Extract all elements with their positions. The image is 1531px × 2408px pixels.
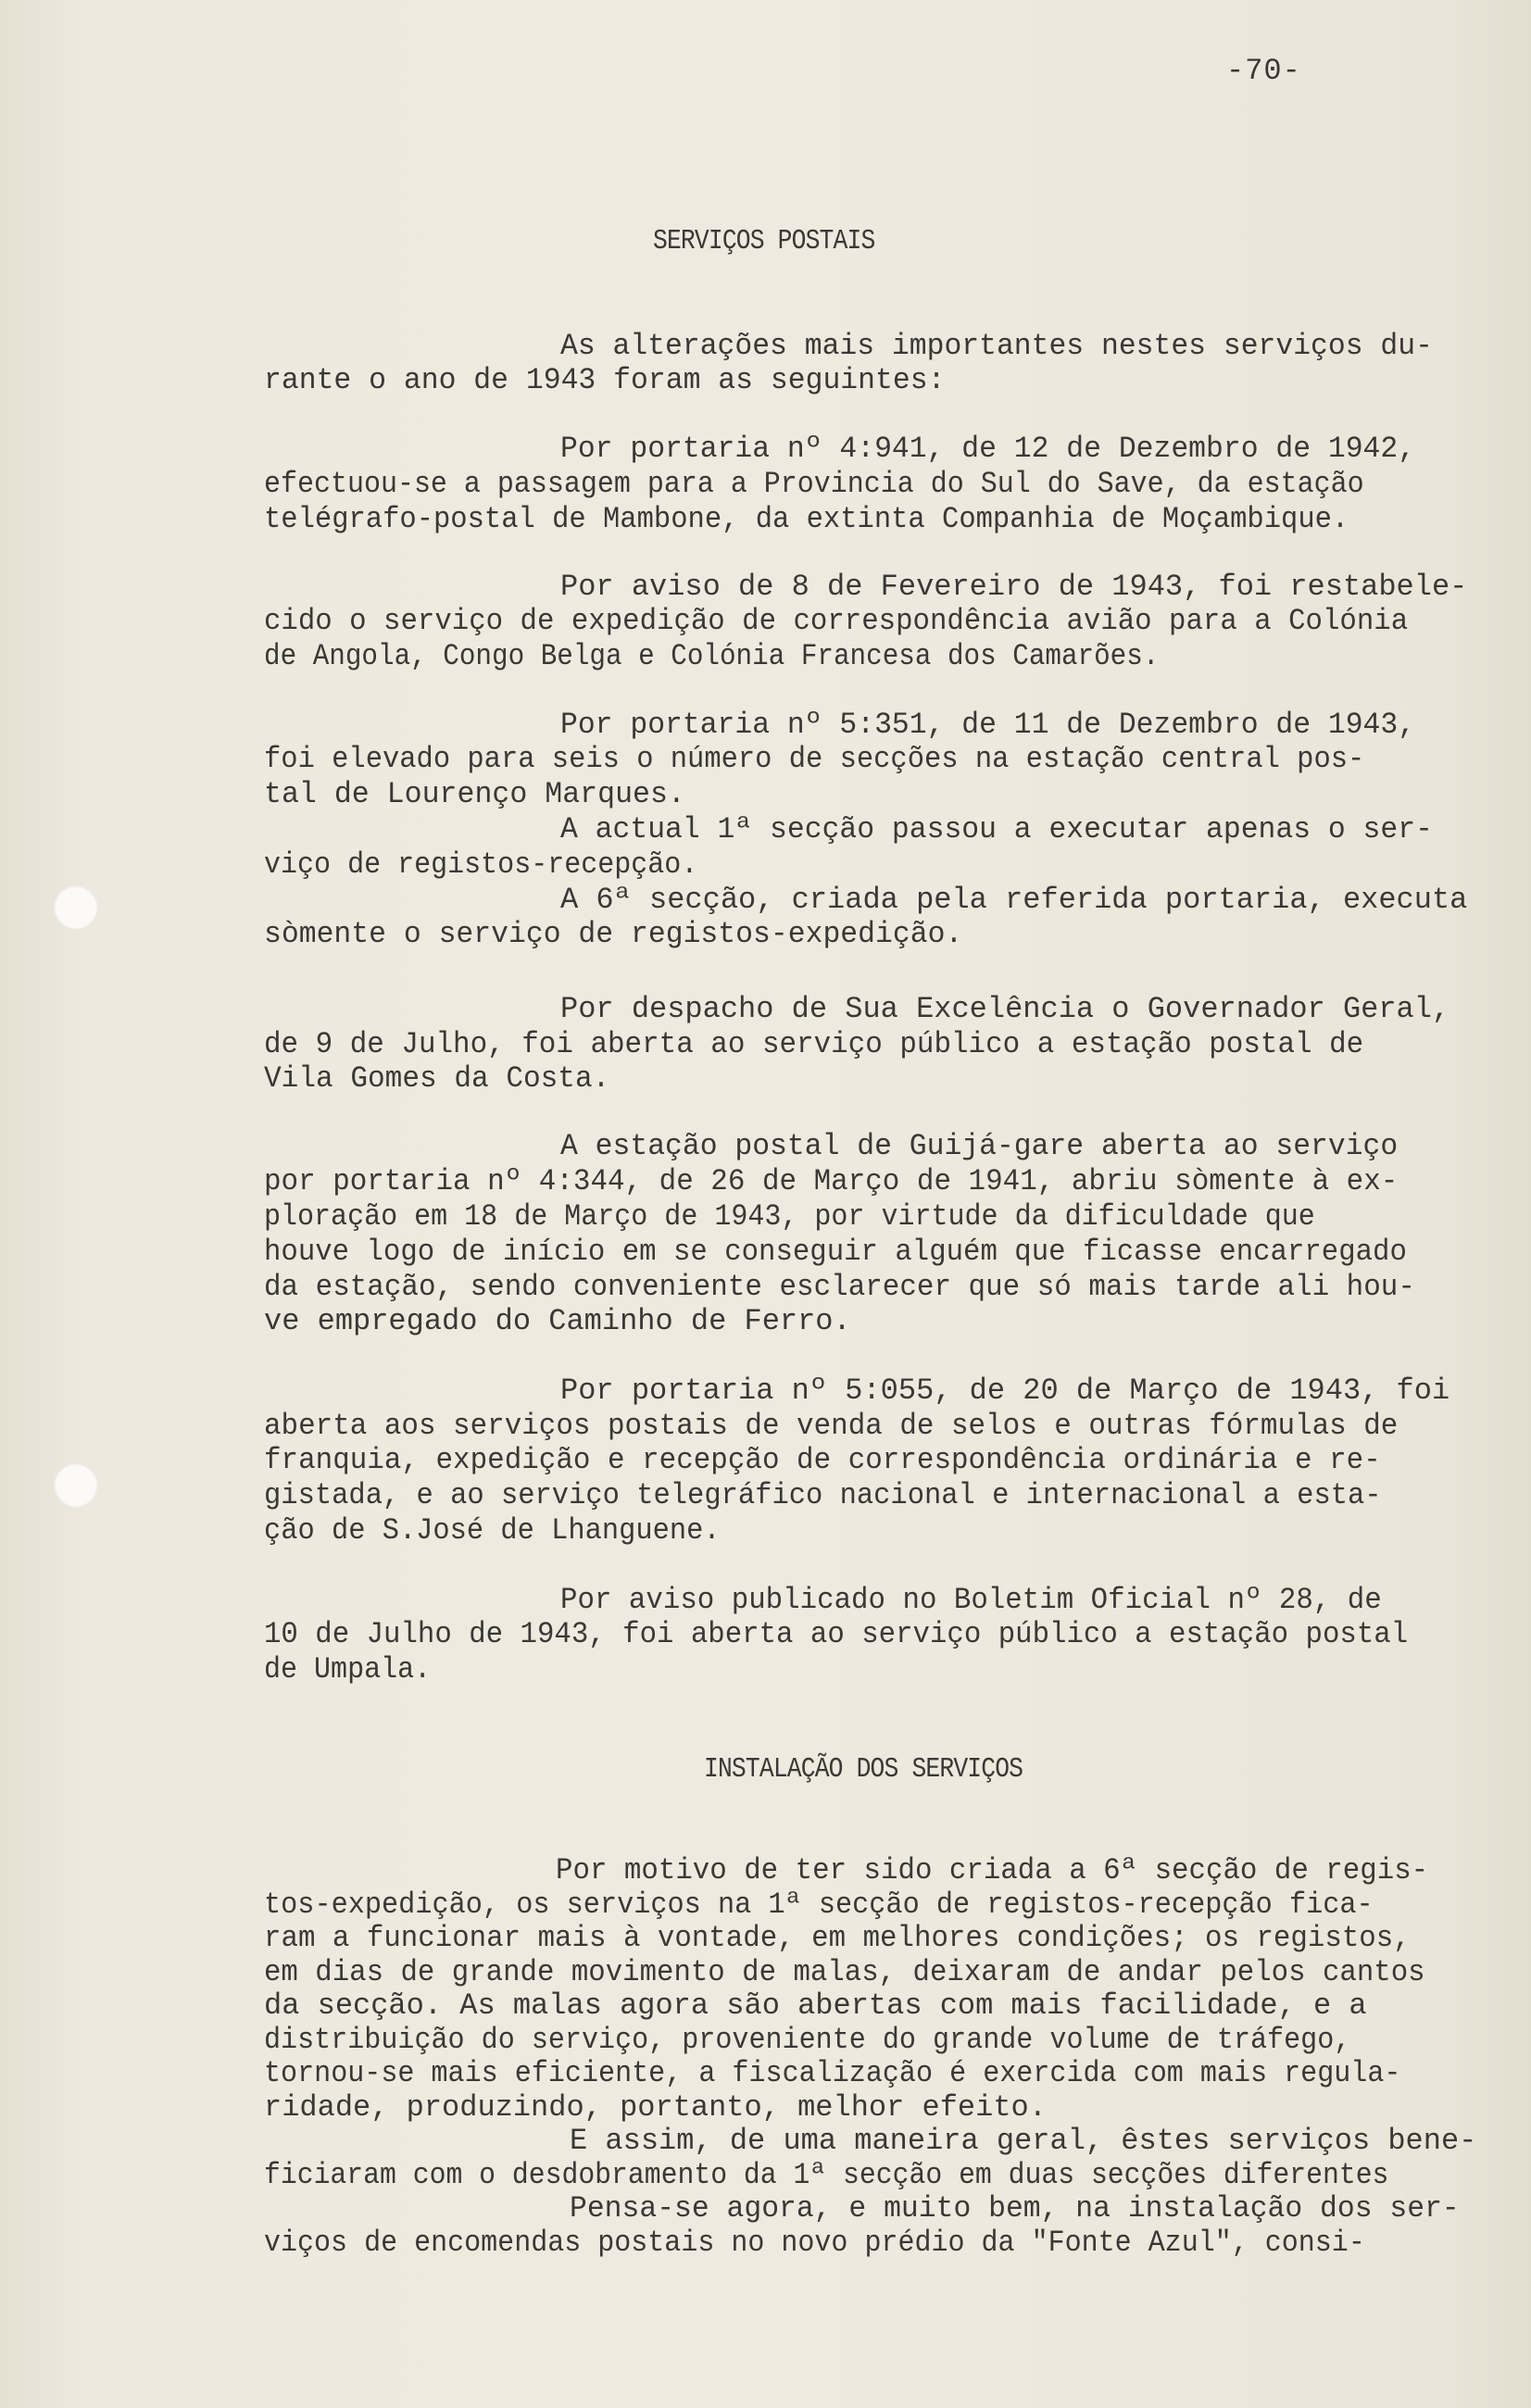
text-line: A estação postal de Guijá-gare aberta ao serviço: [560, 1129, 1399, 1163]
text-line: A actual 1ª secção passou a executar apenas o ser-: [560, 812, 1433, 847]
text-line: ficiaram com o desdobramento da 1ª secção em duas secções diferentes: [264, 2158, 1389, 2192]
text-line: A 6ª secção, criada pela referida portaria, executa: [560, 883, 1468, 917]
text-line: ridade, produzindo, portanto, melhor efeito.: [264, 2090, 1047, 2125]
text-line: ploração em 18 de Março de 1943, por virtude da dificuldade que: [264, 1199, 1315, 1234]
text-line: rante o ano de 1943 foram as seguintes:: [264, 363, 946, 397]
text-line: ve empregado do Caminho de Ferro.: [264, 1304, 851, 1338]
text-line: de Umpala.: [264, 1652, 432, 1687]
text-line: telégrafo-postal de Mambone, da extinta Companhia de Moçambique.: [264, 502, 1349, 536]
text-line: Por aviso publicado no Boletim Oficial nº 28, de: [560, 1583, 1382, 1617]
text-line: Vila Gomes da Costa.: [264, 1061, 610, 1096]
text-line: efectuou-se a passagem para a Provincia do Sul do Save, da estação: [264, 467, 1364, 501]
text-line: Por aviso de 8 de Fevereiro de 1943, foi restabele-: [560, 570, 1468, 604]
text-line: viço de registos-recepção.: [264, 847, 698, 882]
text-line: por portaria nº 4:344, de 26 de Março de 1941, abriu sòmente à ex-: [264, 1164, 1399, 1198]
page-number: -70-: [1226, 54, 1301, 88]
text-line: As alterações mais importantes nestes serviços du-: [560, 329, 1433, 363]
text-line: franquia, expedição e recepção de correspondência ordinária e re-: [264, 1443, 1381, 1477]
section-heading-postal-services: SERVIÇOS POSTAIS: [653, 225, 875, 257]
text-line: da secção. As malas agora são abertas com mais facilidade, e a: [264, 1988, 1367, 2023]
text-line: gistada, e ao serviço telegráfico nacional e internacional a esta-: [264, 1478, 1382, 1512]
text-line: de 9 de Julho, foi aberta ao serviço público a estação postal de: [264, 1027, 1364, 1061]
text-line: E assim, de uma maneira geral, êstes serviços bene-: [570, 2124, 1477, 2158]
text-line: cido o serviço de expedição de correspondência avião para a Colónia: [264, 604, 1409, 638]
text-line: distribuição do serviço, proveniente do grande volume de tráfego,: [264, 2023, 1351, 2057]
text-line: Por portaria nº 4:941, de 12 de Dezembro de 1942,: [560, 432, 1416, 466]
text-line: Por portaria nº 5:351, de 11 de Dezembro de 1943,: [560, 708, 1416, 742]
text-line: 10 de Julho de 1943, foi aberta ao serviço público a estação postal: [264, 1617, 1409, 1651]
punch-hole-upper: [54, 885, 98, 930]
text-line: tos-expedição, os serviços na 1ª secção de registos-recepção fica-: [264, 1888, 1374, 1922]
text-line: Por despacho de Sua Excelência o Governador Geral,: [560, 992, 1450, 1026]
text-line: tornou-se mais eficiente, a fiscalização é exercida com mais regula-: [264, 2056, 1401, 2090]
text-line: Por portaria nº 5:055, de 20 de Março de 1943, foi: [560, 1373, 1450, 1408]
text-line: tal de Lourenço Marques.: [264, 777, 685, 811]
text-line: de Angola, Congo Belga e Colónia Francesa dos Camarões.: [264, 639, 1160, 673]
text-line: Por motivo de ter sido criada a 6ª secção de regis-: [556, 1853, 1429, 1888]
text-line: ram a funcionar mais à vontade, em melhores condições; os registos,: [264, 1921, 1411, 1955]
text-line: Pensa-se agora, e muito bem, na instalação dos ser-: [570, 2191, 1460, 2226]
text-line: em dias de grande movimento de malas, deixaram de andar pelos cantos: [264, 1955, 1425, 1989]
text-line: da estação, sendo conveniente esclarecer que só mais tarde ali hou-: [264, 1270, 1415, 1304]
text-line: viços de encomendas postais no novo prédio da "Fonte Azul", consi-: [264, 2226, 1365, 2260]
text-line: sòmente o serviço de registos-expedição.: [264, 917, 963, 951]
punch-hole-lower: [54, 1463, 98, 1508]
text-line: foi elevado para seis o número de secções na estação central pos-: [264, 742, 1365, 776]
text-line: houve logo de início em se conseguir alguém que ficasse encarregado: [264, 1235, 1407, 1269]
text-line: aberta aos serviços postais de venda de selos e outras fórmulas de: [264, 1409, 1399, 1443]
section-heading-installation: INSTALAÇÃO DOS SERVIÇOS: [704, 1753, 1023, 1786]
text-line: ção de S.José de Lhanguene.: [264, 1513, 721, 1548]
